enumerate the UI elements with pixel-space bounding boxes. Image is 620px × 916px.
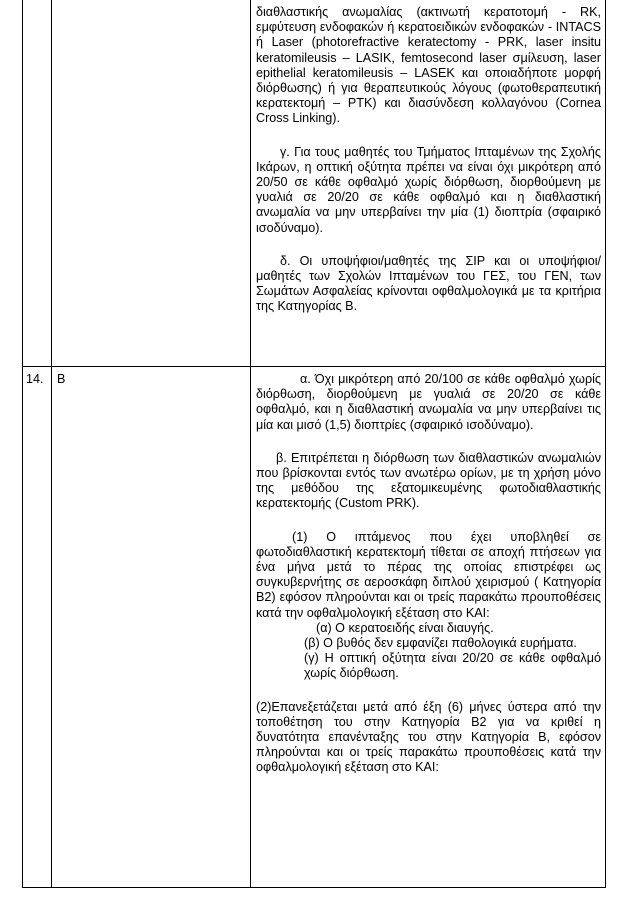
table-border-right [605, 0, 606, 888]
paragraph-sub-1: (1) Ο ιπτάμενος που έχει υποβληθεί σε φωτοδιαθλαστική κερατεκτομή τίθεται σε αποχή πτήσεων για ένα μήνα μετά το πέρας της οποίας επιστρέφει ως συγκυβερνήτης σε αεροσκάφη διπλού χειρισμού ( Κατηγορία Β2) εφόσον πληρούνται και οι τρείς παρακάτω προυποθέσεις κατά την οφθαλμολογική εξέταση στο ΚΑΙ: [256, 529, 601, 620]
table-border-left [22, 0, 23, 888]
paragraph-continuation: διαθλαστικής ανωμαλίας (ακτινωτή κερατοτομή - RK, εμφύτευση ενδοφακών ή κερατοειδικών ενδοφακών - INTACS ή Laser (photorefractive keratectomy - PRK, laser insitu keratomileusis – LASIK, femtosecond laser σμίλευση, laser epithelial keratomileusis – LASEK και οποιαδήποτε μορφή διόρθωσης) ή για θεραπευτικούς λόγους (φωτοθεραπευτική κερατεκτομή – PTK) και διασύνδεση κολλαγόνου (Cornea Cross Linking). [256, 5, 601, 126]
condition-c: (γ) Η οπτική οξύτητα είναι 20/20 σε κάθε οφθαλμό χωρίς διόρθωση. [304, 651, 601, 681]
table-row [256, 372, 601, 776]
paragraph-sub-2: (2)Επανεξετάζεται μετά από έξη (6) μήνες ύστερα από την τοποθέτηση του στην Κατηγορία Β2 για να κριθεί η δυνατότητα επανένταξης του στην Κατηγορία Β, εφόσον πληρούνται και οι τρείς παρακάτω προυποθέσεις κατά την οφθαλμολογική εξέταση στο ΚΑΙ: [256, 699, 601, 775]
paragraph-beta: β. Επιτρέπεται η διόρθωση των διαθλαστικών ανωμαλιών που βρίσκονται εντός των ανωτέρω ορίων, με τη χρήση μόνο της μεθόδου της εξατομικευμένης φωτοδιαθλαστικής κερατεκτομής (Custom PRK). [256, 450, 601, 511]
row-number: 14. [26, 372, 44, 386]
paragraph-delta: δ. Οι υποψήφιοι/μαθητές της ΣΙΡ και οι υποψήφιοι/μαθητές των Σχολών Ιπταμένων του ΓΕΣ, του ΓΕΝ, των Σωμάτων Ασφαλείας κρίνονται οφθαλμολογικά με τα κριτήρια της Κατηγορίας Β. [256, 253, 601, 314]
condition-b: (β) Ο βυθός δεν εμφανίζει παθολογικά ευρήματα. [304, 636, 577, 651]
table-border-col1 [51, 0, 52, 888]
condition-a: (α) Ο κερατοειδής είναι διαυγής. [316, 620, 494, 635]
row-divider [22, 366, 606, 367]
table-border-bottom [22, 887, 606, 888]
table-border-col2 [250, 0, 251, 888]
row-category: Β [57, 372, 66, 386]
table-row [256, 5, 601, 315]
paragraph-alpha: α. Όχι μικρότερη από 20/100 σε κάθε οφθαλμό χωρίς διόρθωση, διορθούμενη με γυαλιά σε 20/20 σε κάθε οφθαλμό, και η διαθλαστική ανωμαλία να μην υπερβαίνει τις μία και μισό (1,5) διοπτρίες (σφαιρικό ισοδύναμο). [256, 372, 601, 432]
paragraph-gamma: γ. Για τους μαθητές του Τμήματος Ιπταμένων της Σχολής Ικάρων, η οπτική οξύτητα πρέπει να είναι όχι μικρότερη από 20/50 σε κάθε οφθαλμό χωρίς διόρθωση, διορθούμενη με γυαλιά σε 20/20 σε κάθε οφθαλμό και η διαθλαστική ανωμαλία να μην υπερβαίνει την μία (1) διοπτρία (σφαιρικό ισοδύναμο). [256, 144, 601, 235]
